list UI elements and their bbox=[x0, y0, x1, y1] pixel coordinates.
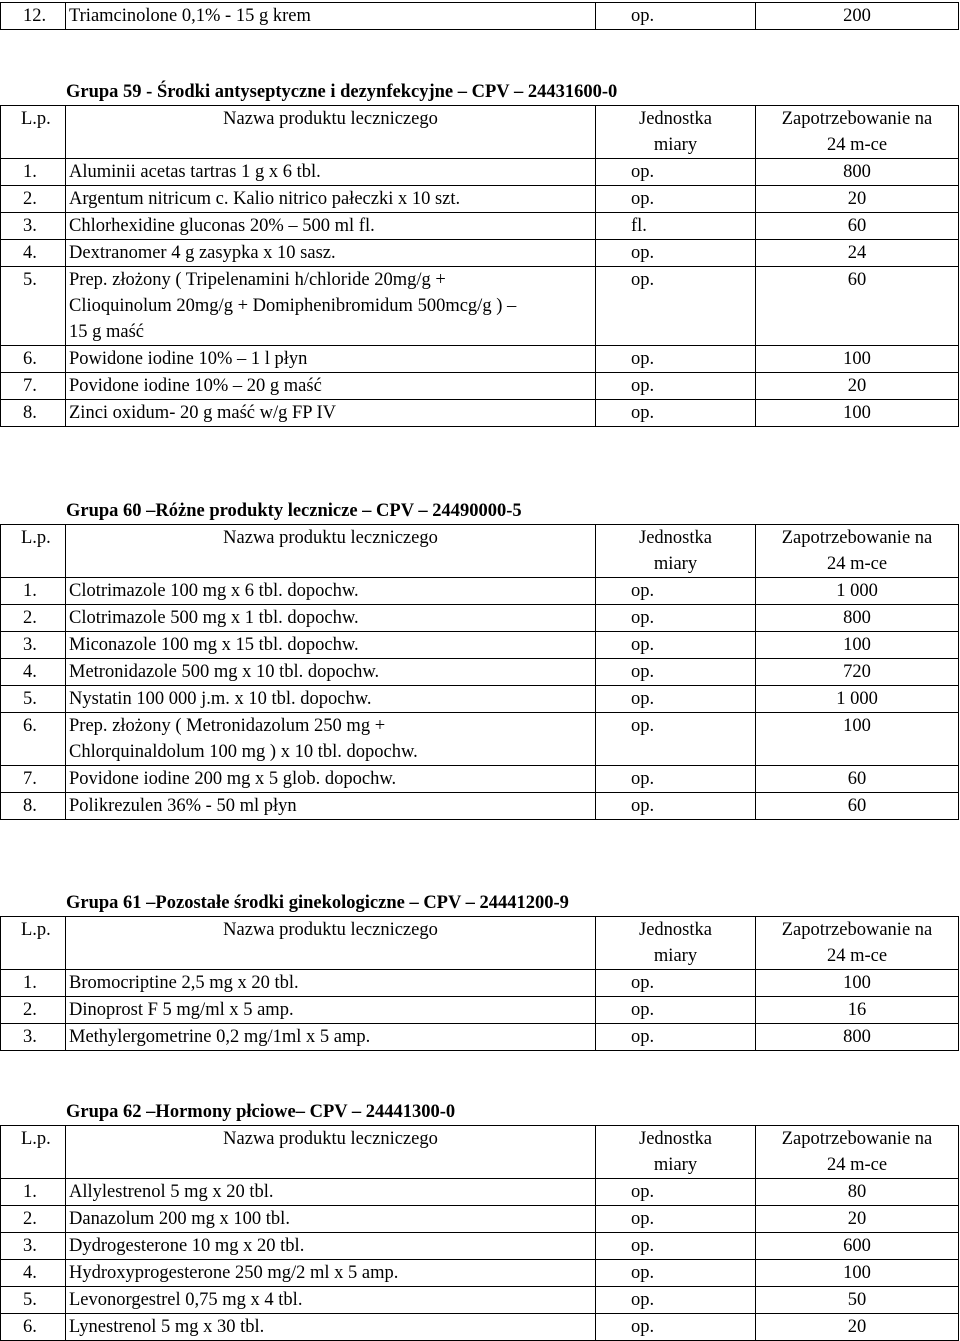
table-row: 8. Polikrezulen 36% - 50 ml płyn op. 60 bbox=[1, 793, 959, 820]
table-continued bbox=[0, 2, 959, 30]
row-unit: op. bbox=[596, 3, 756, 30]
table-row: 2. Danazolum 200 mg x 100 tbl. op. 20 bbox=[1, 1206, 959, 1233]
header-unit: Jednostka miary bbox=[596, 917, 756, 970]
group-table bbox=[0, 105, 959, 427]
table-header-row bbox=[1, 1126, 959, 1179]
table-row: 5. Nystatin 100 000 j.m. x 10 tbl. dopochw. op. 1 000 bbox=[1, 686, 959, 713]
table-row: 5. Levonorgestrel 0,75 mg x 4 tbl. op. 50 bbox=[1, 1287, 959, 1314]
table-row: 3. Chlorhexidine gluconas 20% – 500 ml fl. fl. 60 bbox=[1, 213, 959, 240]
group-table bbox=[0, 524, 959, 820]
header-lp: L.p. bbox=[1, 1126, 66, 1179]
group-title: Grupa 62 –Hormony płciowe– CPV – 24441300-0 bbox=[66, 1102, 456, 1122]
group-title: Grupa 61 –Pozostałe środki ginekologiczne – CPV – 24441200-9 bbox=[66, 893, 569, 913]
group-title: Grupa 60 –Różne produkty lecznicze – CPV – 24490000-5 bbox=[66, 501, 522, 521]
table-row: 4. Dextranomer 4 g zasypka x 10 sasz. op. 24 bbox=[1, 240, 959, 267]
table-row: 7. Povidone iodine 200 mg x 5 glob. dopochw. op. 60 bbox=[1, 766, 959, 793]
header-unit: Jednostka miary bbox=[596, 1126, 756, 1179]
table-row: 3. Methylergometrine 0,2 mg/1ml x 5 amp. op. 800 bbox=[1, 1024, 959, 1051]
group-title: Grupa 59 - Środki antyseptyczne i dezynfekcyjne – CPV – 24431600-0 bbox=[66, 82, 618, 102]
table-row: 1. Bromocriptine 2,5 mg x 20 tbl. op. 100 bbox=[1, 970, 959, 997]
header-qty: Zapotrzebowanie na 24 m-ce bbox=[756, 106, 959, 159]
header-qty: Zapotrzebowanie na 24 m-ce bbox=[756, 1126, 959, 1179]
table-row: 5. Prep. złożony ( Tripelenamini h/chloride 20mg/g + Clioquinolum 20mg/g + Domiphenibromidum 500mcg/g ) – 15 g maść op. 60 bbox=[1, 267, 959, 346]
table-row: 6. Powidone iodine 10% – 1 l płyn op. 100 bbox=[1, 346, 959, 373]
header-lp: L.p. bbox=[1, 525, 66, 578]
table-row bbox=[1, 3, 959, 30]
table-row: 2. Argentum nitricum c. Kalio nitrico pałeczki x 10 szt. op. 20 bbox=[1, 186, 959, 213]
table-row: 7. Povidone iodine 10% – 20 g maść op. 20 bbox=[1, 373, 959, 400]
header-qty: Zapotrzebowanie na 24 m-ce bbox=[756, 917, 959, 970]
group-table bbox=[0, 1125, 959, 1341]
row-name: Triamcinolone 0,1% - 15 g krem bbox=[66, 3, 596, 30]
table-row: 2. Dinoprost F 5 mg/ml x 5 amp. op. 16 bbox=[1, 997, 959, 1024]
header-unit: Jednostka miary bbox=[596, 525, 756, 578]
table-row: 1. Clotrimazole 100 mg x 6 tbl. dopochw. op. 1 000 bbox=[1, 578, 959, 605]
table-row: 1. Allylestrenol 5 mg x 20 tbl. op. 80 bbox=[1, 1179, 959, 1206]
row-qty: 200 bbox=[756, 3, 959, 30]
header-unit: Jednostka miary bbox=[596, 106, 756, 159]
header-name: Nazwa produktu leczniczego bbox=[66, 106, 596, 159]
table-row: 3. Miconazole 100 mg x 15 tbl. dopochw. op. 100 bbox=[1, 632, 959, 659]
row-lp: 12. bbox=[1, 3, 66, 30]
table-row: 1. Aluminii acetas tartras 1 g x 6 tbl. op. 800 bbox=[1, 159, 959, 186]
header-name: Nazwa produktu leczniczego bbox=[66, 525, 596, 578]
table-row: 6. Prep. złożony ( Metronidazolum 250 mg + Chlorquinaldolum 100 mg ) x 10 tbl. dopochw. op. 100 bbox=[1, 713, 959, 766]
table-header-row bbox=[1, 106, 959, 159]
table-row: 6. Lynestrenol 5 mg x 30 tbl. op. 20 bbox=[1, 1314, 959, 1341]
header-lp: L.p. bbox=[1, 106, 66, 159]
table-row: 4. Metronidazole 500 mg x 10 tbl. dopochw. op. 720 bbox=[1, 659, 959, 686]
header-name: Nazwa produktu leczniczego bbox=[66, 1126, 596, 1179]
table-row: 4. Hydroxyprogesterone 250 mg/2 ml x 5 amp. op. 100 bbox=[1, 1260, 959, 1287]
table-row: 2. Clotrimazole 500 mg x 1 tbl. dopochw. op. 800 bbox=[1, 605, 959, 632]
header-qty: Zapotrzebowanie na 24 m-ce bbox=[756, 525, 959, 578]
group-table bbox=[0, 916, 959, 1051]
table-row: 3. Dydrogesterone 10 mg x 20 tbl. op. 600 bbox=[1, 1233, 959, 1260]
table-header-row bbox=[1, 525, 959, 578]
header-name: Nazwa produktu leczniczego bbox=[66, 917, 596, 970]
table-row: 8. Zinci oxidum- 20 g maść w/g FP IV op. 100 bbox=[1, 400, 959, 427]
table-header-row bbox=[1, 917, 959, 970]
header-lp: L.p. bbox=[1, 917, 66, 970]
